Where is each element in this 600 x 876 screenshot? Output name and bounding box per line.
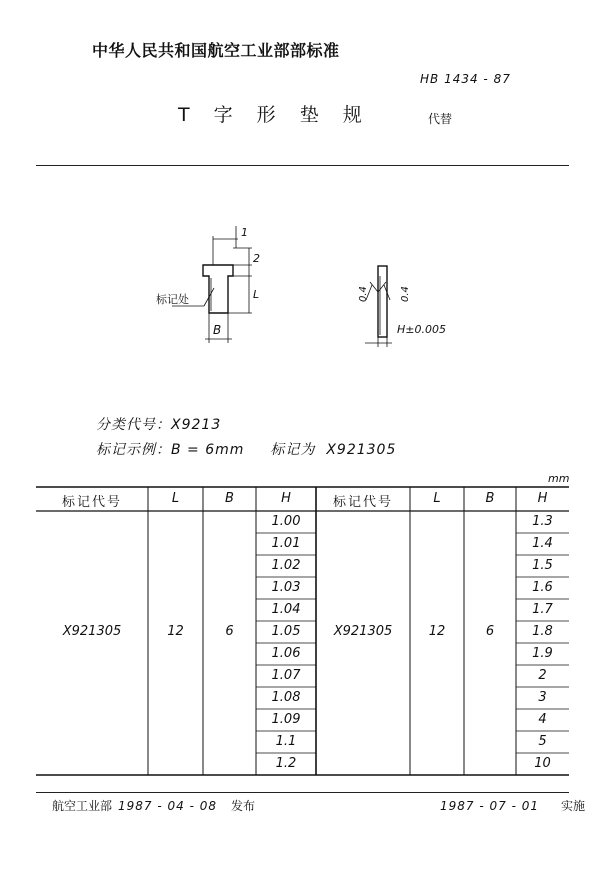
unit-label: mm	[548, 472, 570, 485]
col-header-L-right: L	[433, 491, 441, 506]
h-value-cell: 3	[538, 690, 547, 705]
h-value-cell: 1.03	[271, 580, 301, 595]
col-header-code: 标记代号	[61, 495, 122, 510]
h-value-cell: 1.02	[271, 558, 301, 573]
dim-B-label: B	[213, 323, 222, 337]
h-value-cell: 1.6	[532, 580, 553, 595]
classification-label: 分类代号：	[96, 417, 171, 433]
standard-number: HB 1434 - 87	[420, 72, 511, 86]
col-header-L: L	[171, 491, 180, 506]
footer-publish	[52, 797, 255, 814]
h-value-cell: 1.7	[532, 602, 553, 617]
h-value-cell: 2	[538, 668, 547, 683]
document-title: T 字 形 垫 规	[178, 104, 371, 126]
h-value-cell: 1.00	[271, 514, 301, 529]
marking-mark-code: X921305	[326, 442, 397, 458]
marking-example-spec: B = 6mm	[171, 442, 245, 458]
marking-example-label: 标记示例：	[96, 442, 171, 458]
publish-label: 发布	[231, 799, 256, 813]
effective-label: 实施	[561, 799, 586, 813]
footer-effective	[440, 797, 585, 814]
col-header-code-right: 标记代号	[332, 495, 393, 510]
replaces-label: 代替	[428, 112, 453, 126]
publish-date: 1987 - 04 - 08	[118, 799, 218, 813]
publisher: 航空工业部	[52, 799, 113, 813]
footer-divider	[36, 792, 569, 793]
mark-location-label: 标记处	[156, 293, 189, 306]
col-header-H: H	[281, 491, 291, 506]
dim-1-label: 1	[241, 226, 248, 239]
h-value-cell: 1.06	[271, 646, 301, 661]
h-value-cell: 1.5	[532, 558, 553, 573]
chamfer-left-label: 0.4	[358, 286, 369, 302]
h-value-cell: 1.9	[532, 646, 553, 661]
col-header-B-right: B	[485, 491, 495, 506]
right-L-cell: 12	[428, 624, 446, 639]
organization-title: 中华人民共和国航空工业部部标准	[92, 41, 340, 60]
h-value-cell: 1.05	[271, 624, 301, 639]
dim-2-label: 2	[253, 252, 260, 265]
h-value-cell: 1.4	[532, 536, 553, 551]
dim-H-label: H±0.005	[397, 323, 446, 336]
h-value-cell: 4	[538, 712, 547, 727]
h-value-cell: 1.04	[271, 602, 301, 617]
left-B-cell: 6	[225, 624, 234, 639]
h-value-cell: 1.09	[271, 712, 301, 727]
h-value-cell: 1.8	[532, 624, 553, 639]
col-header-B: B	[225, 491, 234, 506]
left-code-cell: X921305	[62, 624, 122, 639]
h-value-cell: 1.08	[271, 690, 301, 705]
left-L-cell: 12	[167, 624, 184, 639]
col-header-H-right: H	[537, 491, 548, 506]
marking-mark-label: 标记为	[270, 442, 316, 458]
h-value-cell: 1.07	[271, 668, 301, 683]
right-code-cell: X921305	[333, 624, 393, 639]
dim-L-label: L	[253, 288, 260, 301]
h-value-cell: 1.1	[275, 734, 297, 749]
h-value-cell: 1.3	[532, 514, 553, 529]
right-B-cell: 6	[485, 624, 495, 639]
h-value-cell: 5	[538, 734, 547, 749]
h-value-cell: 1.01	[271, 536, 301, 551]
effective-date: 1987 - 07 - 01	[440, 799, 539, 813]
chamfer-right-label: 0.4	[400, 286, 411, 302]
classification-code: X9213	[171, 417, 222, 433]
h-value-cell: 1.2	[275, 756, 297, 771]
h-value-cell: 10	[534, 756, 551, 771]
